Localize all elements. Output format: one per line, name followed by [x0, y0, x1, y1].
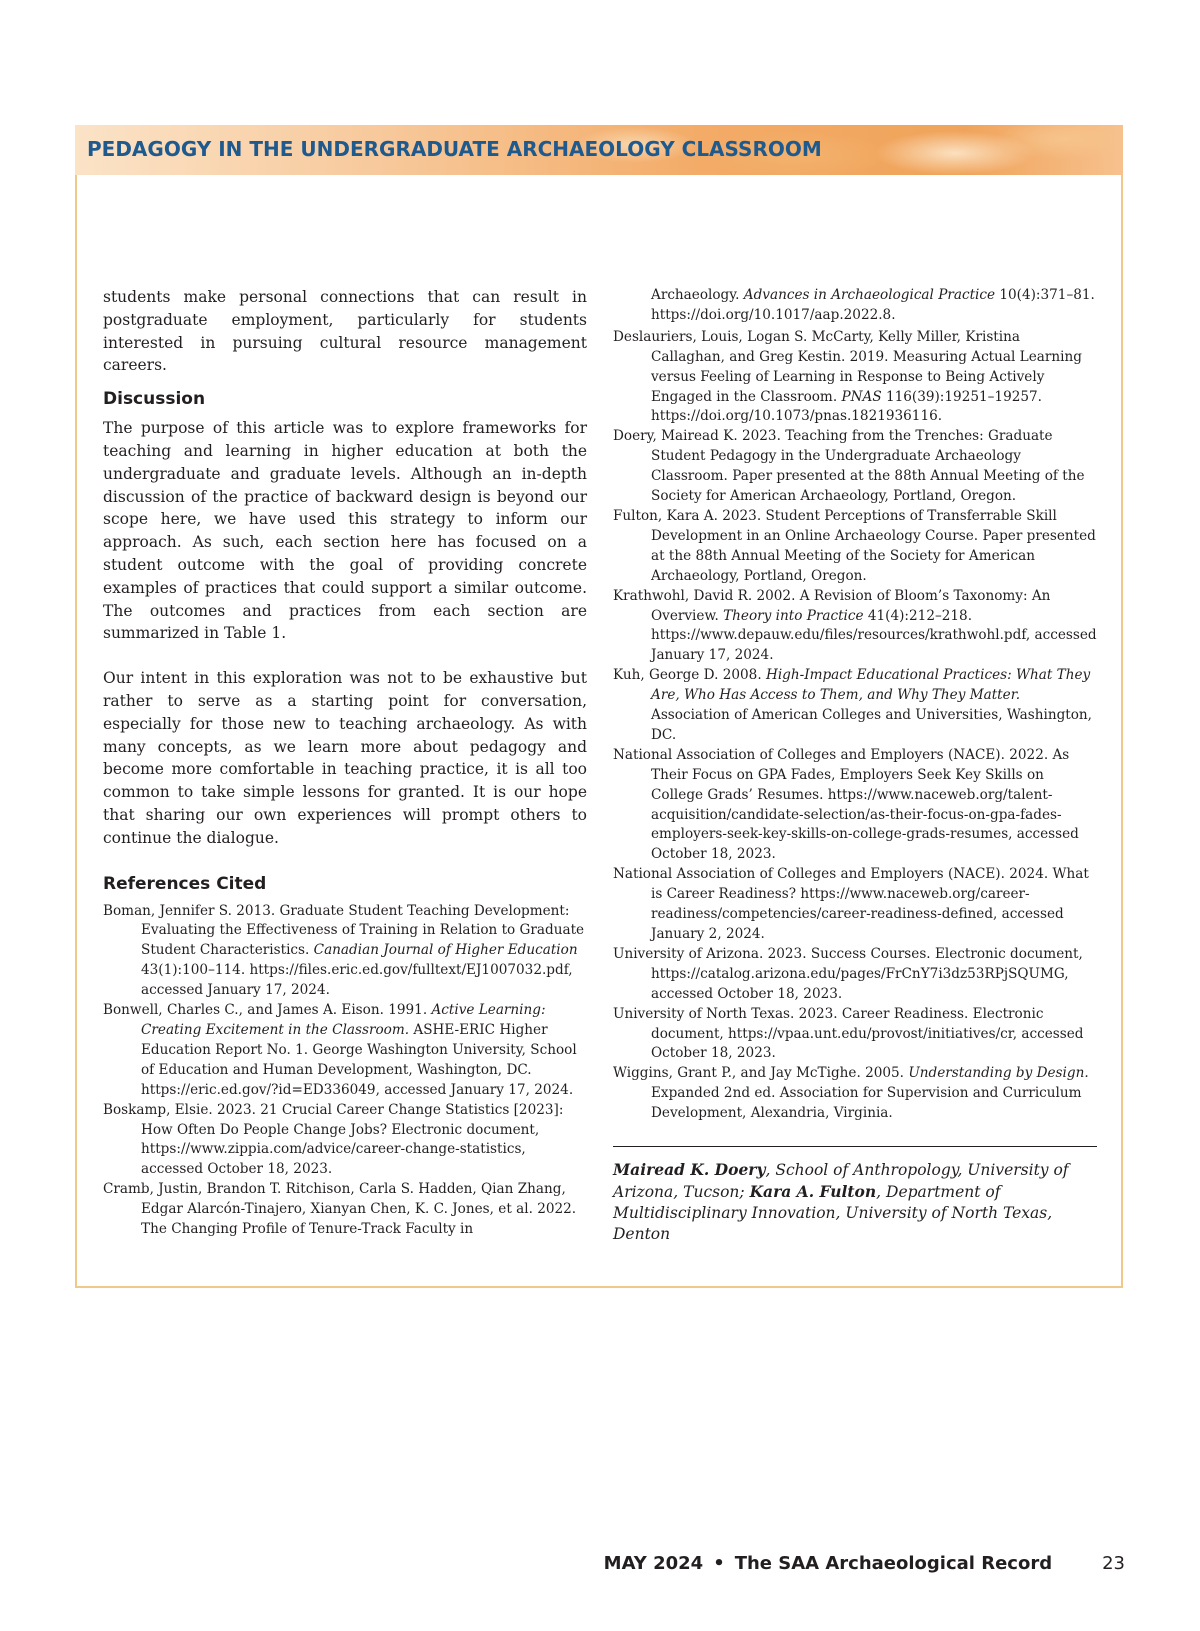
reference-entry: Bonwell, Charles C., and James A. Eison. 1991. Active Learning: Creating Excitement in the Classroom. ASHE-ERIC Higher Education Report No. 1. George Washington University, School of Education and Human Development, Washington, DC. https://eric.ed.gov/?id=ED336049, accessed January 17, 2024.: [103, 1002, 577, 1098]
intro-paragraph: students make personal connections that can result in postgraduate employment, particularly for students interested in pursuing cultural resource management careers.: [103, 288, 587, 375]
discussion-paragraph-2: Our intent in this exploration was not to be exhaustive but rather to serve as a starting point for conversation, especially for those new to teaching archaeology. As with many concepts, as we learn more about pedagogy and become more comfortable in teaching practice, it is all too common to take simple lessons for granted. It is our hope that sharing our own experiences will prompt others to continue the dialogue.: [103, 669, 587, 847]
reference-entry: Cramb, Justin, Brandon T. Ritchison, Carla S. Hadden, Qian Zhang, Edgar Alarcón-Tinajero, Xianyan Chen, K. C. Jones, et al. 2022. The Changing Profile of Tenure-Track Faculty in: [103, 1181, 577, 1238]
reference-entry: National Association of Colleges and Employers (NACE). 2022. As Their Focus on GPA Fades, Employers Seek Key Skills on College Grads’ Resumes. https://www.naceweb.org/talent-acquisition/candidate-selection/as-their-focus-on-gpa-fades-employers-seek-key-skills-on-college-grads-resumes, accessed October 18, 2023.: [613, 746, 1079, 863]
affiliation-divider: [613, 1146, 1097, 1147]
author-name: Mairead K. Doery: [613, 1160, 766, 1180]
reference-entry: Kuh, George D. 2008. High-Impact Educational Practices: What They Are, Who Has Access to Them, and Why They Matter. Association of American Colleges and Universities, Washington, DC.: [613, 667, 1092, 743]
references-heading: References Cited: [103, 873, 267, 894]
discussion-heading: Discussion: [103, 389, 206, 410]
journal-name: The SAA Archaeological Record: [734, 1553, 1053, 1574]
reference-entry: Wiggins, Grant P., and Jay McTighe. 2005. Understanding by Design. Expanded 2nd ed. Association for Supervision and Curriculum Development, Alexandria, Virginia.: [613, 1065, 1089, 1122]
reference-entry: Doery, Mairead K. 2023. Teaching from the Trenches: Graduate Student Pedagogy in the Undergraduate Archaeology Classroom. Paper presented at the 88th Annual Meeting of the Society for American Archaeology, Portland, Oregon.: [613, 428, 1085, 505]
discussion-paragraph-1: The purpose of this article was to explore frameworks for teaching and learning in higher education at both the undergraduate and graduate levels. Although an in-depth discussion of the practice of backward design is beyond our scope here, we have used this strategy to inform our approach. As such, each section here has focused on a student outcome with the goal of providing concrete examples of practices that could support a similar outcome. The outcomes and practices from each section are summarized in Table 1.: [103, 419, 587, 643]
reference-continuation: Archaeology. Advances in Archaeological Practice 10(4):371–81. https://doi.org/10.1017/aap.2022.8.: [651, 287, 1095, 323]
reference-entry: University of North Texas. 2023. Career Readiness. Electronic document, https://vpaa.unt.edu/provost/initiatives/cr, accessed October 18, 2023.: [613, 1005, 1084, 1062]
reference-entry: Boman, Jennifer S. 2013. Graduate Student Teaching Development: Evaluating the Effectiveness of Training in Relation to Graduate Student Characteristics. Canadian Journal of Higher Education 43(1):100–114. https://files.eric.ed.gov/fulltext/EJ1007032.pdf, accessed January 17, 2024.: [103, 902, 585, 999]
page-number: 23: [1102, 1553, 1125, 1574]
left-column: [103, 286, 587, 1240]
reference-entry: Boskamp, Elsie. 2023. 21 Crucial Career Change Statistics [2023]: How Often Do People Change Jobs? Electronic document, https://www.zippia.com/advice/career-change-statistics, accessed October 18, 2023.: [103, 1101, 564, 1178]
reference-entry: National Association of Colleges and Employers (NACE). 2024. What is Career Readiness? https://www.naceweb.org/career-readiness/competencies/career-readiness-defined, accessed January 2, 2024.: [613, 866, 1089, 942]
reference-entry: Fulton, Kara A. 2023. Student Perceptions of Transferrable Skill Development in an Online Archaeology Course. Paper presented at the 88th Annual Meeting of the Society for American Archaeology, Portland, Oregon.: [613, 507, 1096, 584]
reference-entry: Deslauriers, Louis, Logan S. McCarty, Kelly Miller, Kristina Callaghan, and Greg Kestin. 2019. Measuring Actual Learning versus Feeling of Learning in Response to Being Actively Engaged in the Classroom. PNAS 116(39):19251–19257. https://doi.org/10.1073/pnas.1821936116.: [613, 328, 1082, 425]
footer-bullet: •: [713, 1553, 725, 1574]
reference-entry: Krathwohl, David R. 2002. A Revision of Bloom’s Taxonomy: An Overview. Theory into Practice 41(4):212–218. https://www.depauw.edu/files/resources/krathwohl.pdf, accessed January 17, 2024.: [613, 587, 1097, 664]
references-list-right: [613, 328, 1097, 1124]
issue-date: MAY 2024: [603, 1553, 704, 1574]
author-name: Kara A. Fulton: [749, 1182, 877, 1202]
references-list-left: [103, 902, 587, 1240]
page-footer: [604, 1553, 1125, 1574]
section-banner: [75, 125, 1123, 175]
section-title: PEDAGOGY IN THE UNDERGRADUATE ARCHAEOLOGY CLASSROOM: [87, 137, 822, 161]
author-affiliations: Mairead K. Doery, School of Anthropology, University of Arizona, Tucson; Kara A. Fulton, Department of Multidisciplinary Innovation, University of North Texas, Denton: [613, 1160, 1069, 1244]
right-column: [613, 286, 1097, 1245]
reference-entry: University of Arizona. 2023. Success Courses. Electronic document, https://catalog.arizona.edu/pages/FrCnY7i3dz53RPjSQUMG, accessed October 18, 2023.: [613, 945, 1083, 1002]
